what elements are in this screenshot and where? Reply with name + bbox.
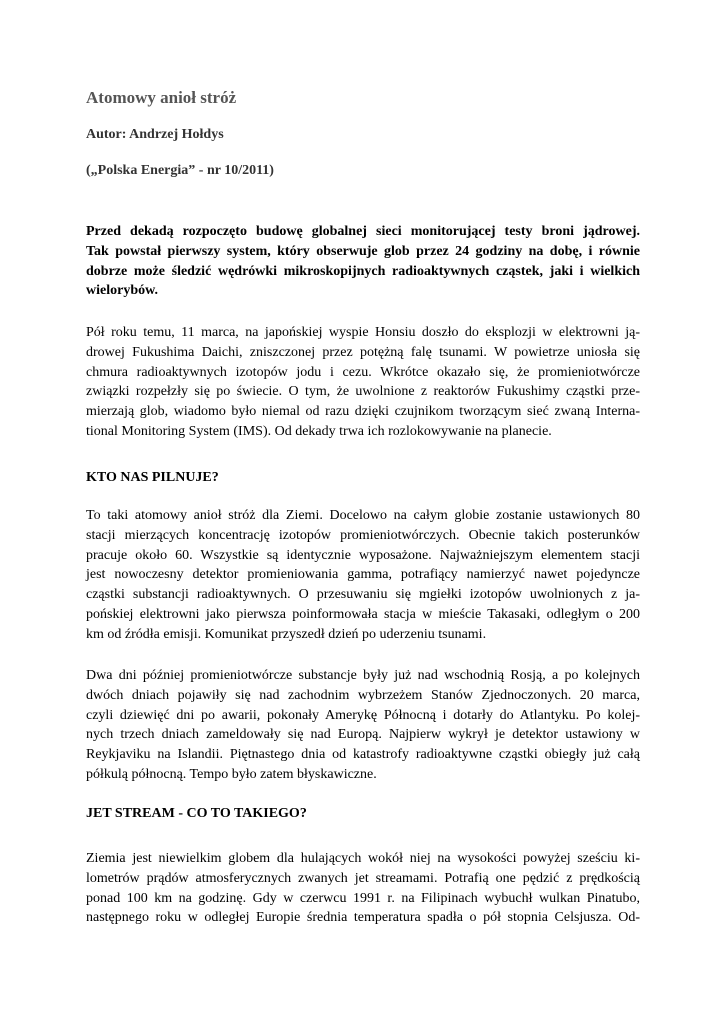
- section-heading-1: KTO NAS PILNUJE?: [86, 470, 219, 485]
- text-line: pońskiej elektrowni jako pierwsza poinformowała stacja w mieście Takasaki, odległym o 200: [86, 606, 640, 622]
- text-line: wielorybów.: [86, 283, 158, 299]
- text-line: nych trzech dniach zameldowały się nad Europą. Najpierw wykrył je detektor ustawiony w: [86, 727, 640, 743]
- text-line: Ziemia jest niewielkim globem dla hulających wokół niej na wysokości powyżej sześciu ki-: [86, 851, 640, 866]
- text-line: Reykjaviku na Islandii. Piętnastego dnia od katastrofy radioaktywne cząstki obiegły już całą: [86, 747, 640, 763]
- text-line: dwóch dniach pojawiły się nad zachodnim wybrzeżem Stanów Zjednoczonych. 20 marca,: [86, 687, 640, 703]
- text-line: ponad 100 km na godzinę. Gdy w czerwcu 1991 r. na Filipinach wybuchł wulkan Pinatubo,: [86, 890, 640, 906]
- text-line: To taki atomowy anioł stróż dla Ziemi. Docelowo na całym globie zostanie ustawionych 80: [86, 508, 640, 523]
- article-author: Autor: Andrzej Hołdys: [86, 127, 224, 142]
- body-paragraph-1: [86, 323, 640, 442]
- text-line: chmura radioaktywnych izotopów jodu i cezu. Wkrótce okazało się, że promieniotwórcze: [86, 364, 640, 380]
- text-line: mierzają glob, wiadomo było niemal od razu dzięki czujnikom tworzącym sieć zwaną Interna-: [86, 404, 640, 420]
- article-source: („Polska Energia” - nr 10/2011): [86, 163, 274, 178]
- text-line: Pół roku temu, 11 marca, na japońskiej wyspie Honsiu doszło do eksplozji w elektrowni ją-: [86, 325, 640, 340]
- text-line: Dwa dni później promieniotwórcze substancje były już nad wschodnią Rosją, a po kolejnych: [86, 668, 640, 683]
- text-line: dobrze może śledzić wędrówki mikroskopijnych radioaktywnych cząstek, jaki i wielkich: [86, 263, 640, 279]
- text-line: lometrów prądów atmosferycznych zwanych jet streamami. Potrafią one pędzić z prędkością: [86, 870, 640, 886]
- section-heading-2: JET STREAM - CO TO TAKIEGO?: [86, 806, 307, 821]
- text-line: tional Monitoring System (IMS). Od dekady trwa ich rozlokowywanie na planecie.: [86, 423, 552, 439]
- text-line: półkulą północną. Tempo było zatem błyskawiczne.: [86, 766, 377, 782]
- text-line: km od źródła emisji. Komunikat przyszedł dzień po uderzeniu tsunami.: [86, 626, 487, 642]
- lead-paragraph: [86, 222, 640, 301]
- text-line: czyli dziewięć dni po awarii, pokonały Amerykę Północną i dotarły do Atlantyku. Po kolej-: [86, 707, 640, 723]
- article-title: Atomowy anioł stróż: [86, 88, 237, 107]
- text-line: pracuje około 60. Wszystkie są identycznie wyposażone. Najważniejszym elementem stacji: [86, 547, 640, 563]
- text-line: związki rozpełzły się po świecie. O tym, że uwolnione z reaktorów Fukushimy cząstki prze-: [86, 384, 640, 400]
- text-line: stacji mierzących koncentrację izotopów promieniotwórczych. Obecnie takich posterunków: [86, 527, 640, 543]
- body-paragraph-4: [86, 849, 640, 928]
- text-line: następnego roku w odległej Europie średnia temperatura spadła o pół stopnia Celsjusza. Od-: [86, 910, 640, 926]
- text-line: drowej Fukushima Daichi, zniszczonej przez potężną falę tsunami. W powietrze uniosła się: [86, 344, 640, 360]
- text-line: Przed dekadą rozpoczęto budowę globalnej sieci monitorującej testy broni jądrowej.: [86, 224, 640, 239]
- text-line: cząstki substancji radioaktywnych. O przesuwaniu się mgiełki izotopów uwolnionych z ja-: [86, 587, 640, 603]
- text-line: Tak powstał pierwszy system, który obserwuje glob przez 24 godziny na dobę, i równie: [86, 243, 640, 259]
- body-paragraph-2: [86, 506, 640, 645]
- text-line: jest nowoczesny detektor promieniowania gamma, potrafiący namierzyć nawet pojedyncze: [86, 567, 640, 583]
- body-paragraph-3: [86, 666, 640, 785]
